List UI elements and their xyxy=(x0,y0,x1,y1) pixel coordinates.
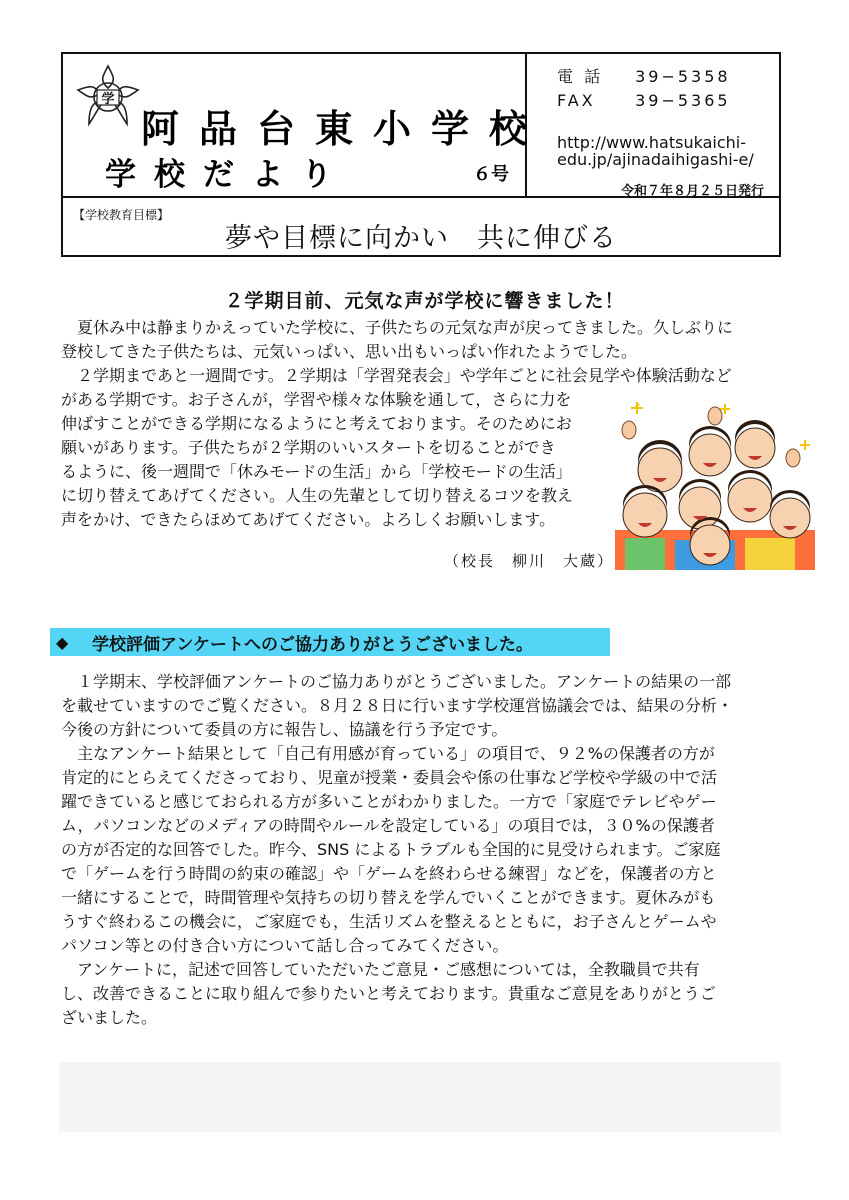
emblem-label: 学 xyxy=(101,92,115,107)
survey-line: 一緒にすることで，時間管理や気持ちの切り替えを学んでいくことができます。夏休みがも xyxy=(61,888,716,907)
survey-line: で「ゲームを行う時間の約束の確認」や「ゲームを終わらせる練習」などを，保護者の方と xyxy=(61,864,717,883)
survey-line: うすぐ終わるこの機会に，ご家庭でも，生活リズムを整えるとともに，お子さんとゲームや xyxy=(61,912,717,931)
article-line: に切り替えてあげてください。人生の先輩として切り替えるコツを教え xyxy=(61,486,574,505)
phone-line xyxy=(557,64,731,87)
school-goal: 夢や目標に向かい 共に伸びる xyxy=(225,223,617,254)
survey-line: アンケートに，記述で回答していただいたご意見・ご感想については，全教職員で共有 xyxy=(61,960,700,979)
article-line: るように、後一週間で「休みモードの生活」から「学校モードの生活」 xyxy=(61,462,572,481)
phone-label: 電 話 xyxy=(557,67,604,86)
article-line: 伸ばすことができる学期になるようにと考えております。そのためにお xyxy=(61,414,572,433)
survey-line: ざいました。 xyxy=(61,1008,158,1027)
newsletter-name: 学校だより xyxy=(105,157,350,193)
survey-line: を載せていますのでご覧ください。８月２８日に行います学校運営協議会では、結果の分析・ xyxy=(61,696,734,715)
issue-date: 令和７年８月２５日発行 xyxy=(621,184,765,199)
article-line: ２学期まであと一週間です。２学期は「学習発表会」や学年ごとに社会見学や体験活動など xyxy=(61,366,732,385)
children-illustration xyxy=(615,400,815,570)
survey-line: の方が否定的な回答でした。昨今、SNS によるトラブルも全国的に見受けられます。ご家庭 xyxy=(61,840,721,859)
school-name: 阿品台東小学校 xyxy=(141,107,548,151)
fax-number: 39−5365 xyxy=(635,91,731,110)
website-url[interactable] xyxy=(557,134,754,168)
survey-line: 肯定的にとらえてくださっており、児童が授業・委員会や係の仕事など学校や学級の中で活 xyxy=(61,768,718,787)
article-line: 夏休み中は静まりかえっていた学校に、子供たちの元気な声が戻ってきました。久しぶりに xyxy=(61,318,734,337)
section-header-survey xyxy=(50,628,610,656)
goal-label: 【学校教育目標】 xyxy=(73,208,170,222)
survey-results-placeholder xyxy=(59,1062,781,1132)
url-line-2[interactable]: edu.jp/ajinadaihigashi-e/ xyxy=(557,150,754,169)
survey-line: 今後の方針について委員の方に報告し、協議を行う予定です。 xyxy=(61,720,508,739)
survey-line: パソコン等との付き合い方について話し合ってみてください。 xyxy=(61,936,509,955)
survey-line: １学期末、学校評価アンケートのご協力ありがとうございました。アンケートの結果の一部 xyxy=(61,672,732,691)
article-line: 声をかけ、できたらほめてあげてください。よろしくお願いします。 xyxy=(61,510,556,529)
school-emblem-icon xyxy=(73,62,143,132)
issue-number: ６号 xyxy=(473,164,509,185)
fax-line xyxy=(557,91,731,110)
article-line: がある学期です。お子さんが，学習や様々な体験を通して，さらに力を xyxy=(61,390,572,409)
article-title: ２学期目前、元気な声が学校に響きました！ xyxy=(224,290,625,312)
fax-label: FAX xyxy=(557,91,596,110)
article-line: 願いがあります。子供たちが２学期のいいスタートを切ることができ xyxy=(61,438,556,457)
survey-line: 主なアンケート結果として「自己有用感が育っている」の項目で、９２%の保護者の方が xyxy=(61,744,715,763)
principal-signature: （校長 柳川 大蔵） xyxy=(444,552,615,570)
phone-number: 39−5358 xyxy=(635,67,731,86)
header-box xyxy=(61,52,781,257)
article-line: 登校してきた子供たちは、元気いっぱい、思い出もいっぱい作れたようでした。 xyxy=(61,342,638,361)
survey-body xyxy=(61,670,733,1030)
section-title: 学校評価アンケートへのご協力ありがとうございました。 xyxy=(92,634,533,655)
survey-line: 躍できていると感じておられる方が多いことがわかりました。一方で「家庭でテレビやゲー xyxy=(61,792,717,811)
diamond-bullet-icon: ◆ xyxy=(56,632,69,652)
survey-line: ム，パソコンなどのメディアの時間やルールを設定している」の項目では，３０%の保護者 xyxy=(61,816,715,835)
url-line-1[interactable]: http://www.hatsukaichi- xyxy=(557,133,746,152)
survey-line: し、改善できることに取り組んで参りたいと考えております。貴重なご意見をありがとうご xyxy=(61,984,716,1003)
